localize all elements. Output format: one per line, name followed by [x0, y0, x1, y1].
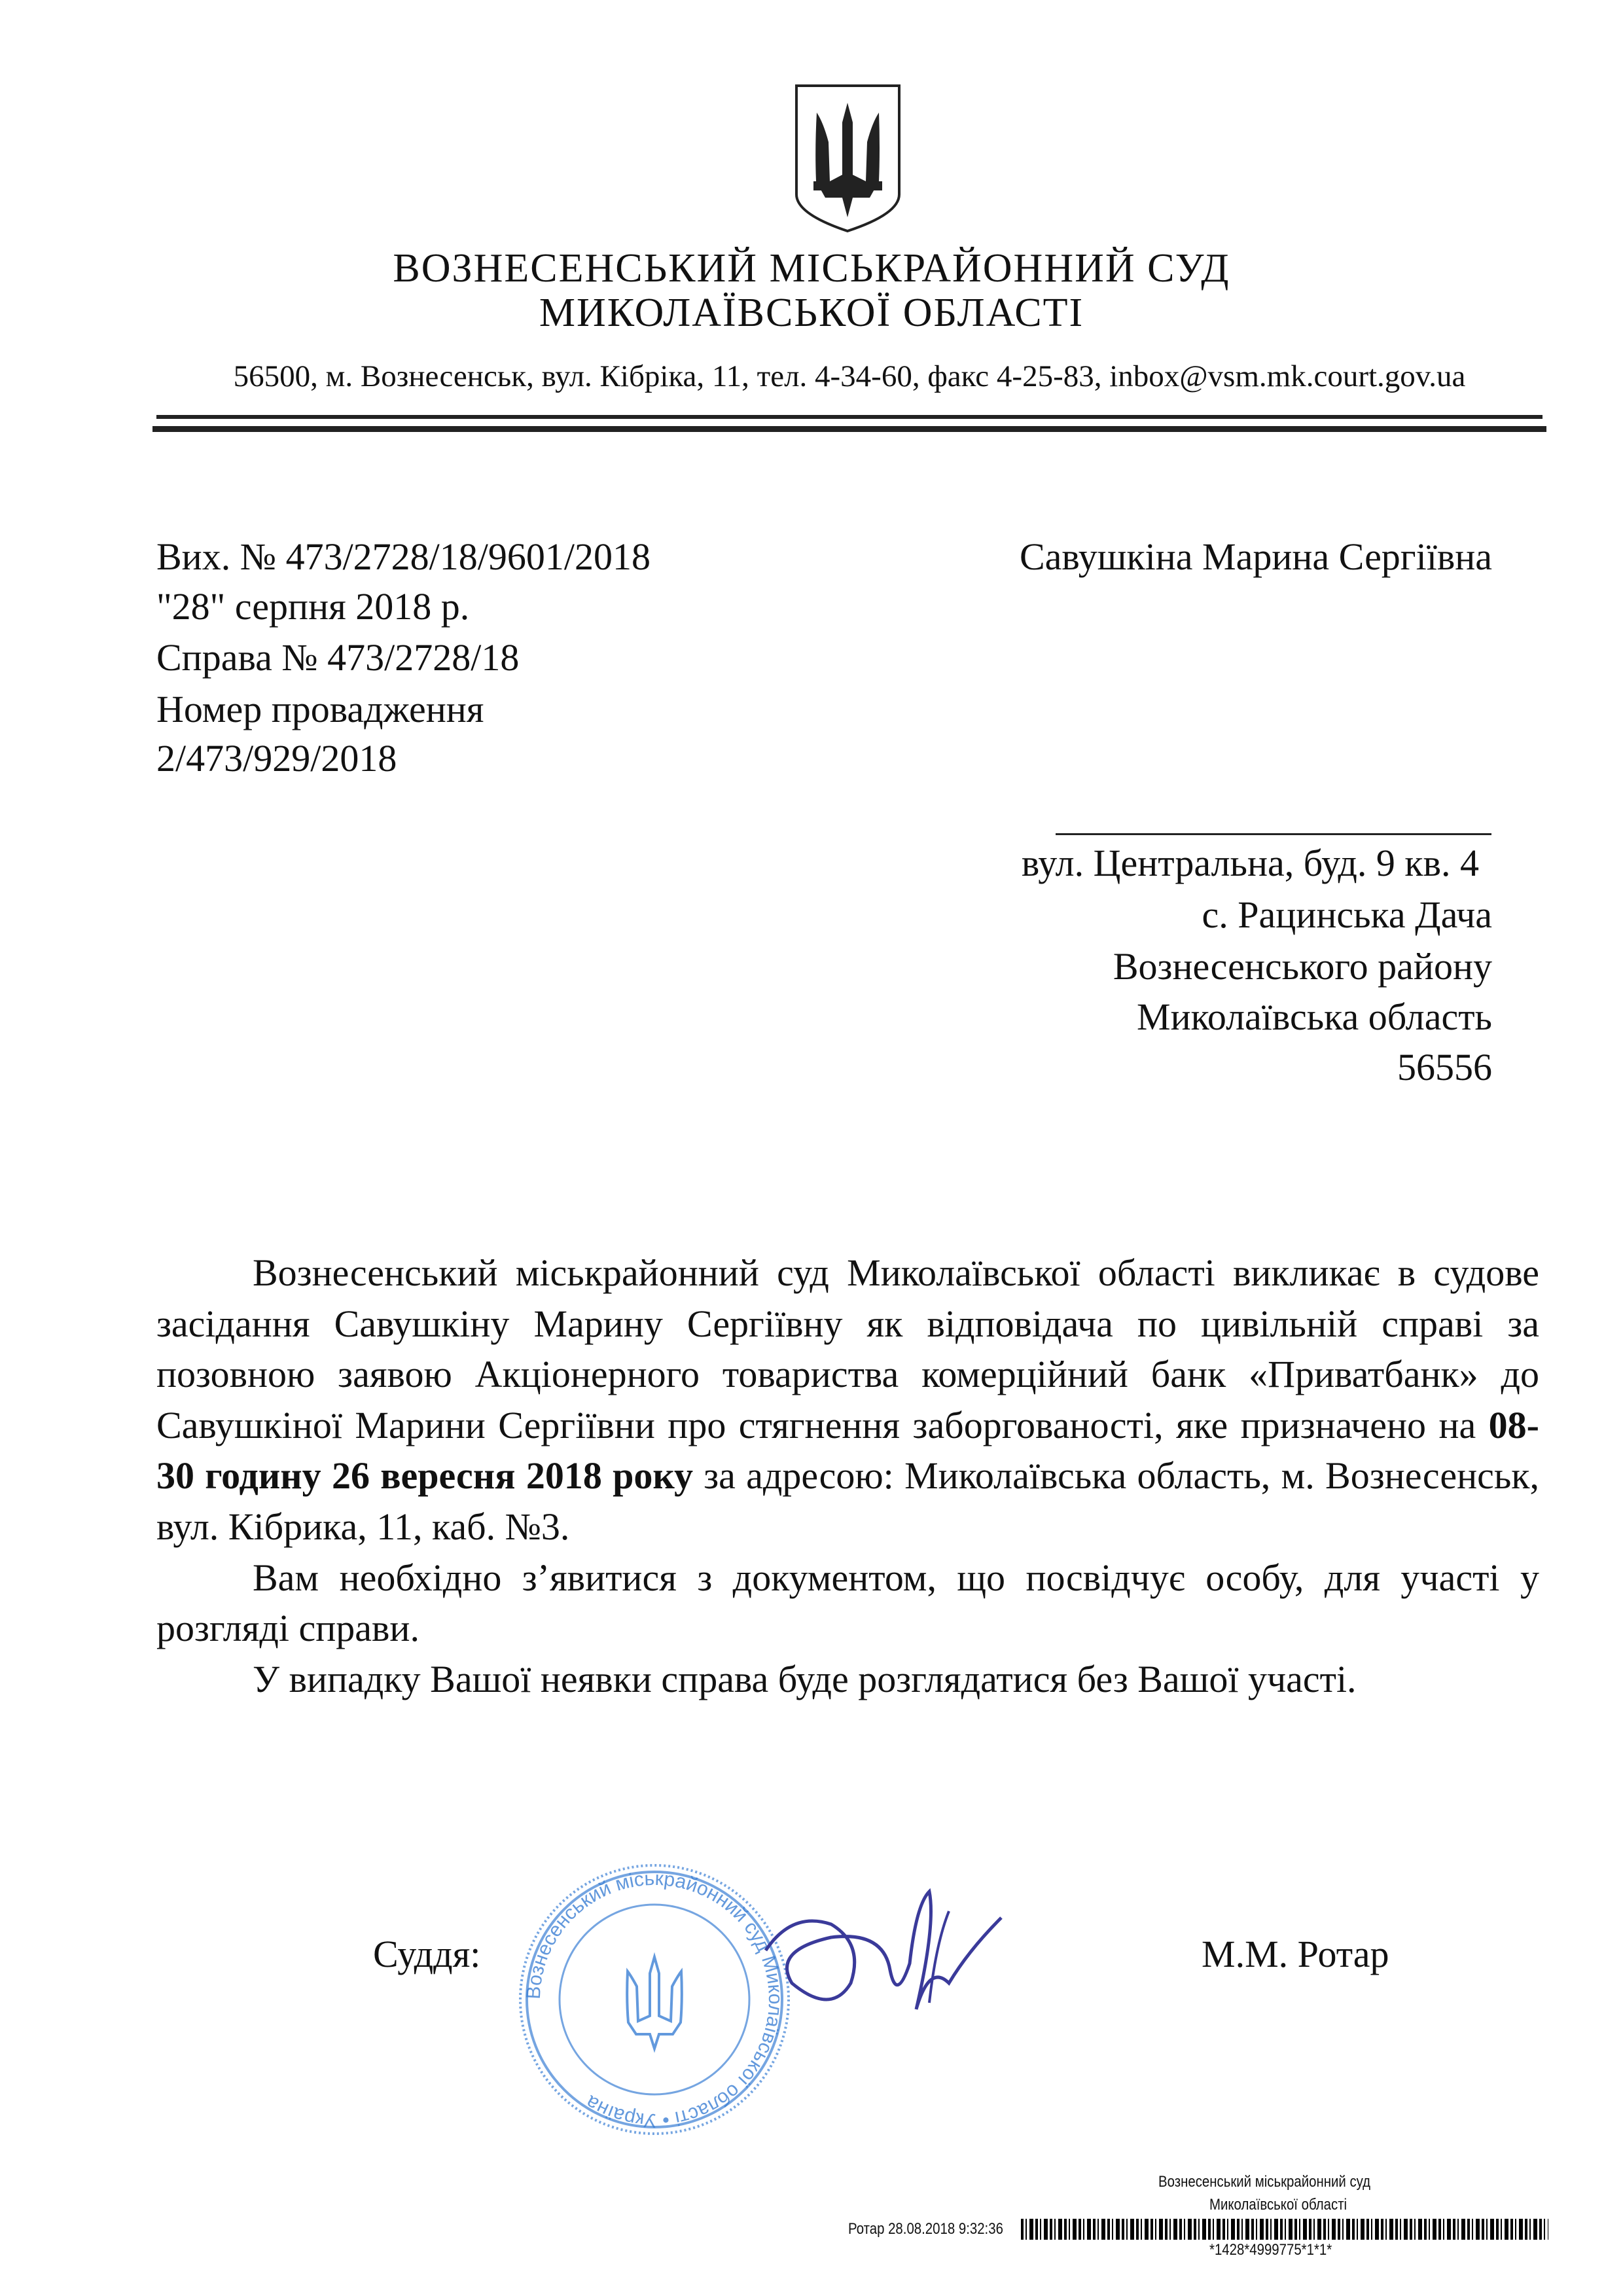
hearing-datetime: 08-30 годину 26 вересня 2018 року	[156, 1403, 1539, 1498]
handwritten-signature	[753, 1852, 1047, 2029]
recipient-village: с. Рацинська Дача	[1202, 893, 1492, 936]
absence-paragraph: У випадку Вашої неявки справа буде розглядатися без Вашої участі.	[253, 1657, 1357, 1700]
document-barcode	[1021, 2219, 1548, 2240]
footer-signed-timestamp: Ротар 28.08.2018 9:32:36	[848, 2220, 1003, 2238]
recipient-zip: 56556	[1397, 1046, 1492, 1088]
outgoing-number: Вих. № 473/2728/18/9601/2018	[156, 535, 651, 578]
case-number: Справа № 473/2728/18	[156, 636, 520, 679]
judge-name: М.М. Ротар	[1202, 1933, 1389, 1975]
court-name-line1: ВОЗНЕСЕНСЬКИЙ МІСЬКРАЙОННИЙ СУД	[393, 246, 1230, 291]
footer-court-line2: Миколаївської області	[1209, 2196, 1347, 2214]
header-rule-thin	[156, 415, 1543, 419]
svg-text:Вознесенський міськрайонний су: Вознесенський міськрайонний суд Миколаївської області • Україна	[522, 1867, 787, 2132]
letter-body	[156, 1247, 1539, 1704]
summons-text: Вознесенський міськрайонний суд Миколаївської області викликає в судове засідання Савушкіну Марину Сергіївну як відповідача по цивільній справі за позовною заявою Акціонерного товариства комерційний банк «Приватбанк» до Савушкіної Марини Сергіївни про стягнення заборгованості, яке призначено на	[156, 1251, 1539, 1446]
proceeding-number: 2/473/929/2018	[156, 737, 397, 780]
footer-court-line1: Вознесенський міськрайонний суд	[1158, 2173, 1371, 2191]
header-rule-thick	[152, 426, 1546, 432]
judge-label: Суддя:	[373, 1933, 481, 1975]
document-paragraph: Вам необхідно з’явитися з документом, що посвідчує особу, для участі у розгляді справи.	[156, 1556, 1539, 1650]
recipient-region: Миколаївська область	[1137, 996, 1492, 1038]
court-contacts: 56500, м. Вознесенськ, вул. Кібріка, 11, тел. 4-34-60, факс 4-25-83, inbox@vsm.mk.court.gov.ua	[233, 359, 1466, 393]
recipient-underline	[1056, 833, 1491, 835]
court-name-line2: МИКОЛАЇВСЬКОЇ ОБЛАСТІ	[539, 291, 1084, 335]
proceeding-label: Номер провадження	[156, 688, 484, 730]
letter-date: "28" серпня 2018 р.	[156, 585, 470, 628]
recipient-district: Вознесенського району	[1113, 945, 1492, 988]
coat-of-arms-icon	[794, 83, 902, 234]
hearing-address: за адресою: Миколаївська область, м. Вознесенськ, вул. Кібрика, 11, каб. №3.	[156, 1454, 1539, 1548]
recipient-street: вул. Центральна, буд. 9 кв. 4	[1021, 842, 1479, 884]
recipient-name: Савушкіна Марина Сергіївна	[1019, 535, 1492, 578]
summons-paragraph	[156, 1247, 1539, 1552]
barcode-number: *1428*4999775*1*1*	[1209, 2241, 1332, 2259]
